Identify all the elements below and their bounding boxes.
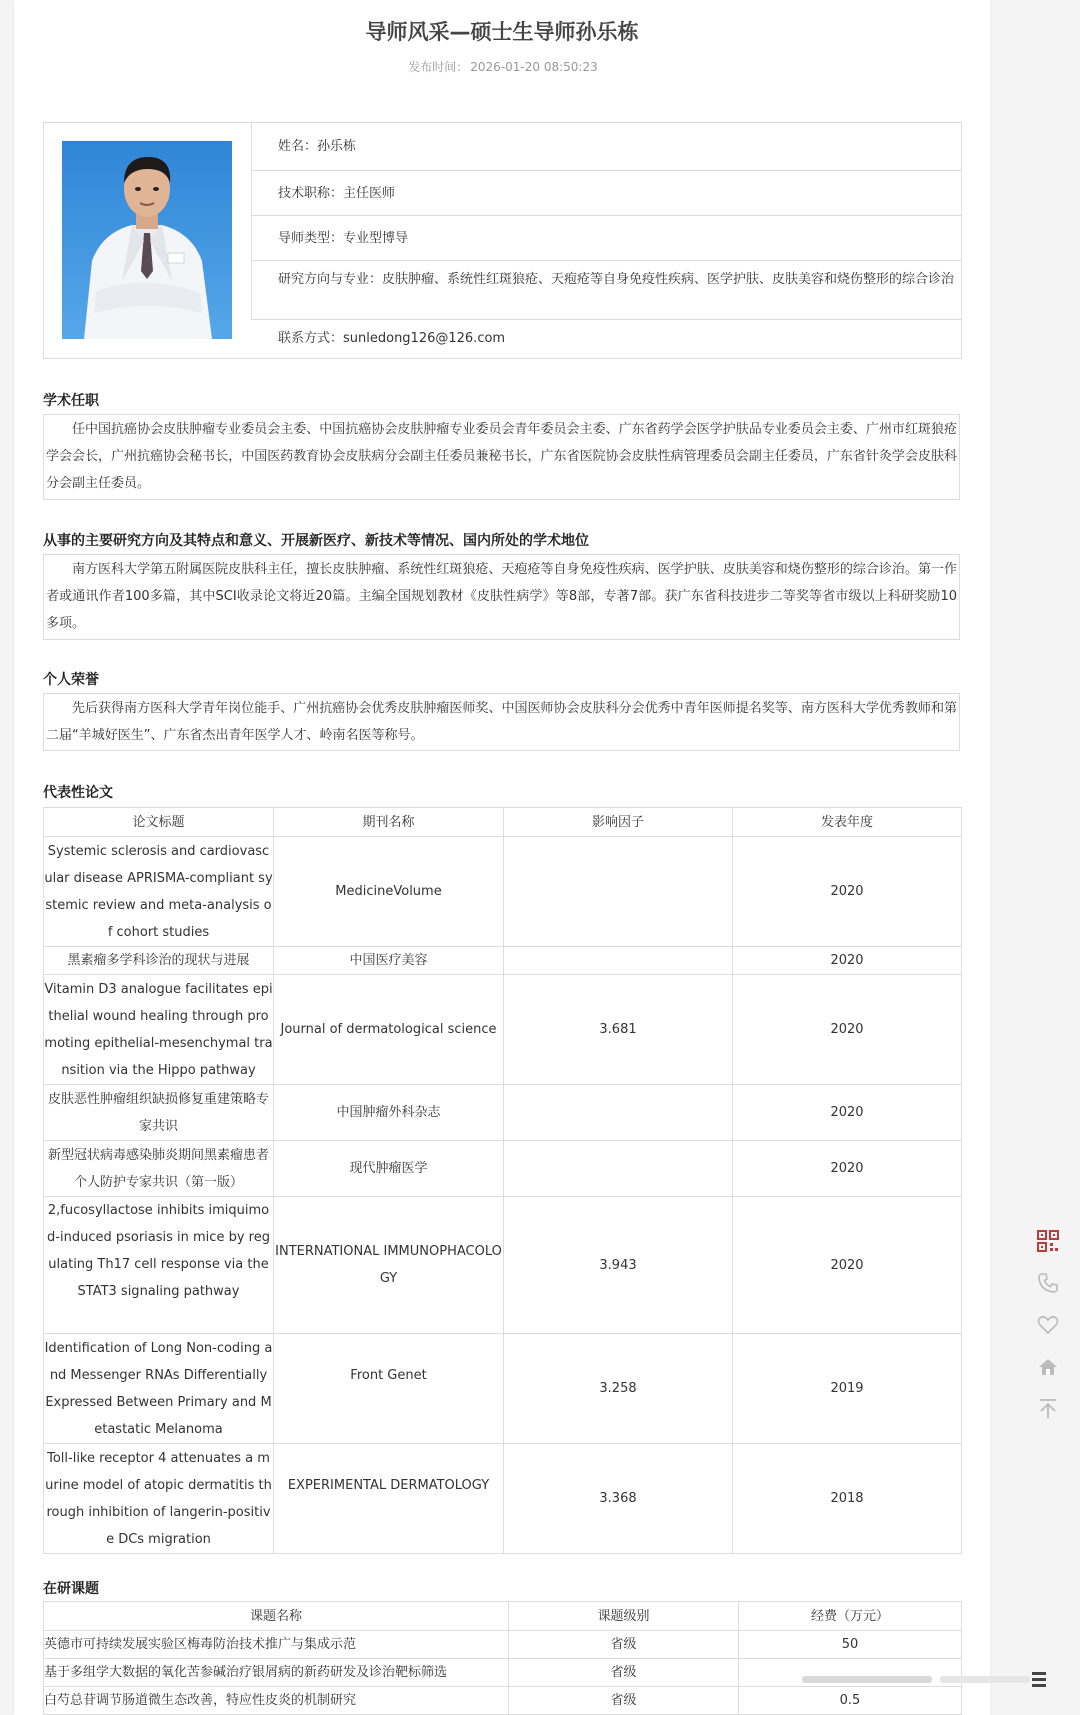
paper-title: Systemic sclerosis and cardiovascular disease APRISMA-compliant systemic review and meta-analysis of cohort studies xyxy=(44,837,274,947)
col-header-project-level: 课题级别 xyxy=(509,1602,739,1631)
table-row xyxy=(44,975,962,1085)
publish-time xyxy=(14,58,990,75)
table-row xyxy=(44,947,962,975)
contact-row: 联系方式：sunledong126@126.com xyxy=(278,331,506,346)
phone-icon[interactable] xyxy=(1036,1272,1060,1298)
profile-card xyxy=(43,122,962,359)
job-title-row: 技术职称：主任医师 xyxy=(251,171,961,216)
research-heading: 从事的主要研究方向及其特点和意义、开展新医疗、新技术等情况、国内所处的学术地位 xyxy=(43,533,589,549)
research-text: 南方医科大学第五附属医院皮肤科主任，擅长皮肤肿瘤、系统性红斑狼疮、天疱疮等自身免疫性疾病、医学护肤、皮肤美容和烧伤整形的综合诊治。第一作者或通讯作者100多篇，其中SCI收录论文将近20篇。主编全国规划教材《皮肤性病学》等8部，专著7部。获广东省科技进步二等奖等省市级以上科研奖励10多项。 xyxy=(43,554,960,640)
paper-impact xyxy=(504,947,733,975)
col-header-title: 论文标题 xyxy=(44,808,274,837)
watermark-decoration xyxy=(802,1670,1052,1690)
paper-year: 2020 xyxy=(733,1141,962,1197)
projects-header-row xyxy=(44,1602,962,1631)
papers-table xyxy=(43,807,962,1554)
research-row: 研究方向与专业：皮肤肿瘤、系统性红斑狼疮、天疱疮等自身免疫性疾病、医学护肤、皮肤美容和烧伤整形的综合诊治 xyxy=(251,261,961,320)
table-row xyxy=(44,1631,962,1659)
paper-title: 黑素瘤多学科诊治的现状与进展 xyxy=(44,947,274,975)
col-header-project-fund: 经费（万元） xyxy=(739,1602,962,1631)
paper-year: 2018 xyxy=(733,1444,962,1554)
paper-title: 新型冠状病毒感染肺炎期间黑素瘤患者个人防护专家共识（第一版） xyxy=(44,1141,274,1197)
paper-impact xyxy=(504,837,733,947)
academic-heading: 学术任职 xyxy=(43,393,99,409)
project-fund: 0.5 xyxy=(739,1687,962,1715)
paper-impact: 3.943 xyxy=(504,1197,733,1334)
paper-journal: 中国肿瘤外科杂志 xyxy=(274,1085,504,1141)
table-row xyxy=(44,1444,962,1554)
paper-title: Vitamin D3 analogue facilitates epithelial wound healing through promoting epithelial-mesenchymal transition via the Hippo pathway xyxy=(44,975,274,1085)
table-row xyxy=(44,1334,962,1444)
paper-year: 2019 xyxy=(733,1334,962,1444)
heart-icon[interactable] xyxy=(1036,1314,1060,1340)
academic-text: 任中国抗癌协会皮肤肿瘤专业委员会主委、中国抗癌协会皮肤肿瘤专业委员会青年委员会主委、广东省药学会医学护肤品专业委员会主委、广州市红斑狼疮学会会长，广州抗癌协会秘书长，中国医药教育协会皮肤病分会副主任委员兼秘书长，广东省医院协会皮肤性病管理委员会副主任委员，广东省针灸学会皮肤科分会副主任委员。 xyxy=(43,414,960,500)
mentor-type-row: 导师类型：专业型博导 xyxy=(251,216,961,261)
paper-journal: Journal of dermatological science xyxy=(274,975,504,1085)
paper-year: 2020 xyxy=(733,975,962,1085)
mentor-photo xyxy=(62,141,232,339)
back-to-top-icon[interactable] xyxy=(1036,1398,1060,1424)
project-name: 白芍总苷调节肠道微生态改善，特应性皮炎的机制研究 xyxy=(44,1687,509,1715)
publish-time-value: 2026-01-20 08:50:23 xyxy=(470,60,598,74)
project-level: 省级 xyxy=(509,1659,739,1687)
table-row xyxy=(44,1141,962,1197)
paper-year: 2020 xyxy=(733,947,962,975)
col-header-journal: 期刊名称 xyxy=(274,808,504,837)
table-row xyxy=(44,1197,962,1334)
paper-title: 2,fucosyllactose inhibits imiquimod-induced psoriasis in mice by regulating Th17 cell response via the STAT3 signaling pathway xyxy=(44,1197,274,1334)
paper-impact xyxy=(504,1085,733,1141)
paper-journal: 现代肿瘤医学 xyxy=(274,1141,504,1197)
paper-journal: Front Genet xyxy=(274,1334,504,1444)
table-row xyxy=(44,1687,962,1715)
project-level: 省级 xyxy=(509,1687,739,1715)
paper-journal: INTERNATIONAL IMMUNOPHACOLOGY xyxy=(274,1197,504,1334)
project-fund: 50 xyxy=(739,1631,962,1659)
col-header-project-name: 课题名称 xyxy=(44,1602,509,1631)
table-row xyxy=(44,1085,962,1141)
col-header-year: 发表年度 xyxy=(733,808,962,837)
paper-year: 2020 xyxy=(733,837,962,947)
page-title: 导师风采—硕士生导师孙乐栋 xyxy=(365,20,639,44)
project-level: 省级 xyxy=(509,1631,739,1659)
paper-title: Identification of Long Non-coding and Messenger RNAs Differentially Expressed Between Primary and Metastatic Melanoma xyxy=(44,1334,274,1444)
paper-year: 2020 xyxy=(733,1197,962,1334)
paper-title: 皮肤恶性肿瘤组织缺损修复重建策略专家共识 xyxy=(44,1085,274,1141)
paper-impact: 3.258 xyxy=(504,1334,733,1444)
paper-impact xyxy=(504,1141,733,1197)
paper-title: Toll-like receptor 4 attenuates a murine model of atopic dermatitis through inhibition of langerin-positive DCs migration xyxy=(44,1444,274,1554)
paper-journal: 中国医疗美容 xyxy=(274,947,504,975)
publish-label: 发布时间： xyxy=(408,60,469,74)
portrait-image xyxy=(62,141,232,339)
paper-journal: EXPERIMENTAL DERMATOLOGY xyxy=(274,1444,504,1554)
article-page xyxy=(14,0,990,1715)
papers-heading: 代表性论文 xyxy=(43,785,113,801)
home-icon[interactable] xyxy=(1036,1356,1060,1382)
paper-impact: 3.368 xyxy=(504,1444,733,1554)
project-name: 基于多组学大数据的氧化苦参碱治疗银屑病的新药研发及诊治靶标筛选 xyxy=(44,1659,509,1687)
paper-impact: 3.681 xyxy=(504,975,733,1085)
projects-table xyxy=(43,1601,962,1715)
honor-text: 先后获得南方医科大学青年岗位能手、广州抗癌协会优秀皮肤肿瘤医师奖、中国医师协会皮肤科分会优秀中青年医师提名奖等、南方医科大学优秀教师和第二届“羊城好医生”、广东省杰出青年医学人才、岭南名医等称号。 xyxy=(43,693,960,751)
projects-heading: 在研课题 xyxy=(43,1581,99,1597)
project-name: 英德市可持续发展实验区梅毒防治技术推广与集成示范 xyxy=(44,1631,509,1659)
name-row: 姓名：孙乐栋 xyxy=(251,123,961,171)
paper-year: 2020 xyxy=(733,1085,962,1141)
honor-heading: 个人荣誉 xyxy=(43,672,99,688)
col-header-impact: 影响因子 xyxy=(504,808,733,837)
papers-header-row xyxy=(44,808,962,837)
paper-journal: MedicineVolume xyxy=(274,837,504,947)
table-row xyxy=(44,837,962,947)
qr-code-icon[interactable] xyxy=(1036,1230,1060,1256)
